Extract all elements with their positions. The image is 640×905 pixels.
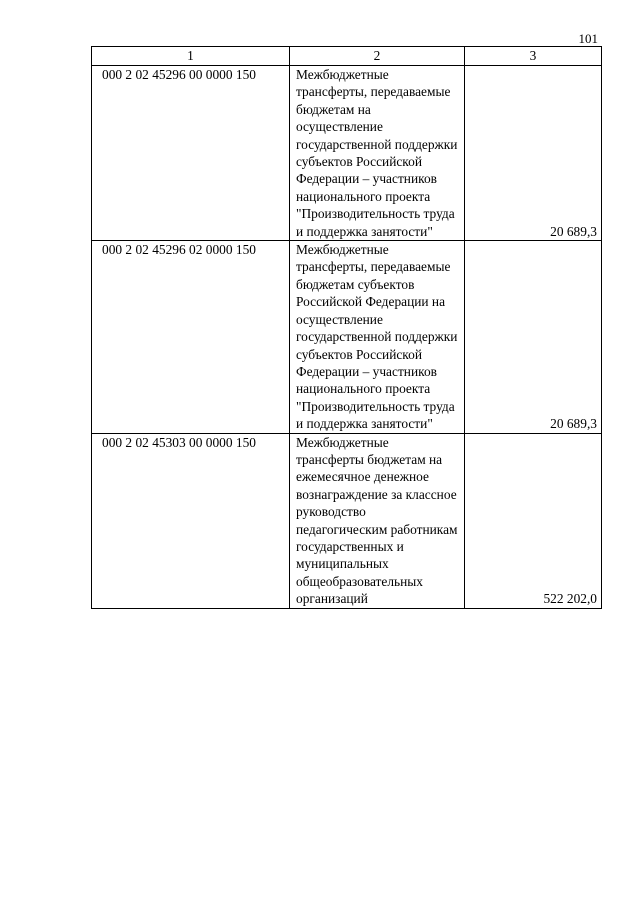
table-header-row xyxy=(92,47,602,66)
page-number: 101 xyxy=(578,31,598,46)
description-cell: Межбюджетные трансферты, передаваемые бюджетам субъектов Российской Федерации на осуществление государственной поддержки субъектов Российской Федерации – участников национального проекта "Производительность труда и поддержка занятости" xyxy=(290,241,465,433)
column-header-3: 3 xyxy=(465,47,602,66)
table-row xyxy=(92,66,602,241)
budget-code-cell: 000 2 02 45303 00 0000 150 xyxy=(92,433,290,608)
budget-code-cell: 000 2 02 45296 00 0000 150 xyxy=(92,66,290,241)
amount-cell: 522 202,0 xyxy=(465,433,602,608)
description-cell: Межбюджетные трансферты, передаваемые бюджетам на осуществление государственной поддержки субъектов Российской Федерации – участников национального проекта "Производительность труда и поддержка занятости" xyxy=(290,66,465,241)
amount-cell: 20 689,3 xyxy=(465,241,602,433)
budget-code-cell: 000 2 02 45296 02 0000 150 xyxy=(92,241,290,433)
column-header-2: 2 xyxy=(290,47,465,66)
amount-cell: 20 689,3 xyxy=(465,66,602,241)
column-header-1: 1 xyxy=(92,47,290,66)
budget-table xyxy=(91,46,602,609)
table-row xyxy=(92,433,602,608)
table-row xyxy=(92,241,602,433)
description-cell: Межбюджетные трансферты бюджетам на ежемесячное денежное вознаграждение за классное руководство педагогическим работникам государственных и муниципальных общеобразовательных организаций xyxy=(290,433,465,608)
